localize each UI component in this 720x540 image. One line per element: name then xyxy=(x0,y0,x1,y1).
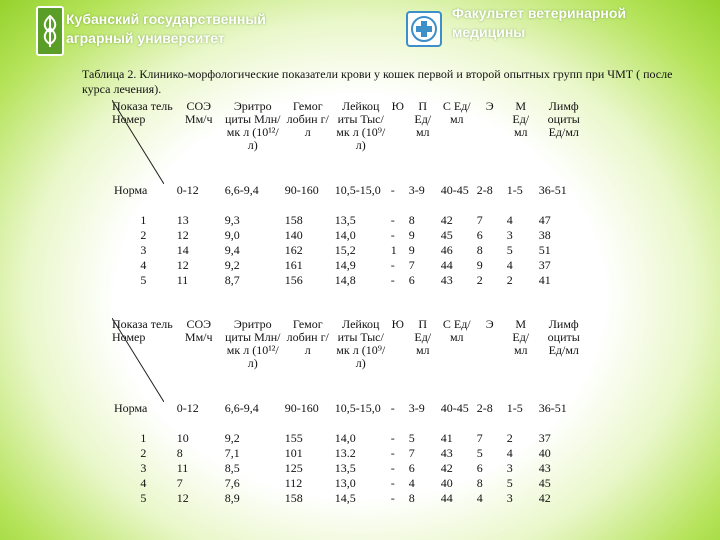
table-cell: 36-51 xyxy=(538,401,567,415)
table-cell: 9,4 xyxy=(224,243,240,257)
table-cell: - xyxy=(390,461,395,475)
table-cell: 101 xyxy=(284,446,303,460)
table-cell: 13,5 xyxy=(334,213,356,227)
table-cell: 4 xyxy=(506,258,513,272)
table-cell: 9 xyxy=(408,243,415,257)
table-cell: 158 xyxy=(284,491,303,505)
table-cell: - xyxy=(390,491,395,505)
table-cell: 5 xyxy=(408,431,415,445)
table-cell: 112 xyxy=(284,476,303,490)
table-cell: 4 xyxy=(408,476,415,490)
table-cell: 45 xyxy=(440,228,453,242)
table-cell: 6 xyxy=(408,273,415,287)
table-cell: 10 xyxy=(176,431,189,445)
table-cell: - xyxy=(390,401,395,415)
column-header: Э xyxy=(485,99,494,113)
table-cell: 9 xyxy=(408,228,415,242)
column-header: Ю xyxy=(391,99,404,113)
row-number: 1 xyxy=(140,213,147,227)
table-cell: 45 xyxy=(538,476,551,490)
table-cell: - xyxy=(390,228,395,242)
table-cell: 90-160 xyxy=(284,401,319,415)
table-cell: 6,6-9,4 xyxy=(224,183,259,197)
corner-bottom-label: Номер xyxy=(112,112,146,126)
table-cell: - xyxy=(390,273,395,287)
table-cell: 44 xyxy=(440,258,453,272)
column-header: Лимф оциты Ед/мл xyxy=(547,99,580,139)
table-cell: 40-45 xyxy=(440,183,469,197)
corner-cell xyxy=(112,100,175,184)
column-header: Гемог лобин г/л xyxy=(286,317,329,357)
slide-header xyxy=(0,0,720,62)
table-cell: 4 xyxy=(506,213,513,227)
table-cell: 37 xyxy=(538,431,551,445)
row-number: 4 xyxy=(140,476,147,490)
table-cell: 42 xyxy=(440,461,453,475)
veterinary-cross-icon xyxy=(406,11,442,47)
table-cell: 4 xyxy=(506,446,513,460)
table-cell: 40 xyxy=(440,476,453,490)
table-cell: 5 xyxy=(506,476,513,490)
table-cell: 43 xyxy=(440,273,453,287)
table-cell: 7 xyxy=(408,258,415,272)
table-cell: 11 xyxy=(176,461,189,475)
norm-row xyxy=(112,184,591,214)
table-cell: 3-9 xyxy=(408,401,425,415)
table-cell: 38 xyxy=(538,228,551,242)
column-header: С Ед/ мл xyxy=(442,317,471,344)
column-header: Гемог лобин г/л xyxy=(286,99,329,139)
table-cell: 7,1 xyxy=(224,446,240,460)
table-cell: 12 xyxy=(176,258,189,272)
table-cell: 158 xyxy=(284,213,303,227)
table-cell: - xyxy=(390,446,395,460)
table-cell: 9,0 xyxy=(224,228,240,242)
norm-label: Норма xyxy=(114,401,148,415)
table-cell: - xyxy=(390,431,395,445)
university-name: Кубанский государственный аграрный университет xyxy=(66,11,266,46)
table-cell: 40 xyxy=(538,446,551,460)
table-cell: 9,2 xyxy=(224,431,240,445)
table-cell: 14 xyxy=(176,243,189,257)
table-cell: - xyxy=(390,258,395,272)
column-header: Э xyxy=(485,317,494,331)
table-cell: 1-5 xyxy=(506,183,523,197)
table-cell: 13 xyxy=(176,213,189,227)
table-cell: 125 xyxy=(284,461,303,475)
table-row xyxy=(112,447,591,462)
table-row xyxy=(112,259,591,274)
column-header: П Ед/ мл xyxy=(414,317,432,357)
table-cell: 14,0 xyxy=(334,431,356,445)
table-cell: 7,6 xyxy=(224,476,240,490)
table-cell: 44 xyxy=(440,491,453,505)
table-caption: Таблица 2. Клинико-морфологические показатели крови у кошек первой и второй опытных групп при ЧМТ ( после курса лечения). xyxy=(82,67,673,96)
table-cell: 47 xyxy=(538,213,551,227)
table-cell: 3-9 xyxy=(408,183,425,197)
norm-label: Норма xyxy=(114,183,148,197)
table-cell: 3 xyxy=(506,228,513,242)
table-cell: 6 xyxy=(476,228,483,242)
table-cell: 13.2 xyxy=(334,446,356,460)
table-cell: 5 xyxy=(506,243,513,257)
table-cell: 8 xyxy=(476,243,483,257)
table-cell: 8,9 xyxy=(224,491,240,505)
corner-top-label: Показа тель xyxy=(112,99,173,113)
table-cell: 7 xyxy=(476,213,483,227)
table-cell: 2 xyxy=(506,431,513,445)
table-cell: 10,5-15,0 xyxy=(334,401,381,415)
table-row xyxy=(112,477,591,492)
table-cell: 13,0 xyxy=(334,476,356,490)
table-row xyxy=(112,244,591,259)
row-number: 5 xyxy=(140,491,147,505)
table-cell: 3 xyxy=(506,491,513,505)
table-cell: 140 xyxy=(284,228,303,242)
table-cell: 42 xyxy=(538,491,551,505)
table-cell: 162 xyxy=(284,243,303,257)
table-cell: 2 xyxy=(476,273,483,287)
table-cell: 8 xyxy=(476,476,483,490)
row-number: 3 xyxy=(140,461,147,475)
column-header: М Ед/ мл xyxy=(512,317,530,357)
table-cell: 36-51 xyxy=(538,183,567,197)
table-cell: - xyxy=(390,183,395,197)
row-number: 2 xyxy=(140,228,147,242)
corner-top-label: Показа тель xyxy=(112,317,173,331)
column-header: СОЭ Мм/ч xyxy=(184,317,213,344)
table-cell: 12 xyxy=(176,228,189,242)
table-cell: - xyxy=(390,213,395,227)
row-number: 2 xyxy=(140,446,147,460)
table-cell: 90-160 xyxy=(284,183,319,197)
table-cell: 41 xyxy=(538,273,551,287)
column-header: М Ед/ мл xyxy=(512,99,530,139)
table-cell: 14,8 xyxy=(334,273,356,287)
table-cell: 0-12 xyxy=(176,401,199,415)
table-cell: 10,5-15,0 xyxy=(334,183,381,197)
table-cell: 42 xyxy=(440,213,453,227)
results-table-group-1 xyxy=(112,100,591,289)
table-cell: 40-45 xyxy=(440,401,469,415)
column-header: Лимф оциты Ед/мл xyxy=(547,317,580,357)
table-row xyxy=(112,432,591,447)
table-cell: 9,2 xyxy=(224,258,240,272)
table-cell: 12 xyxy=(176,491,189,505)
table-cell: 2 xyxy=(506,273,513,287)
table-row xyxy=(112,214,591,229)
table-cell: 9,3 xyxy=(224,213,240,227)
table-cell: 14,5 xyxy=(334,491,356,505)
table-cell: 51 xyxy=(538,243,551,257)
table-cell: 7 xyxy=(176,476,183,490)
table-cell: 7 xyxy=(476,431,483,445)
corner-cell xyxy=(112,318,175,402)
results-table-group-2 xyxy=(112,318,591,507)
table-row xyxy=(112,492,591,507)
table-cell: 43 xyxy=(440,446,453,460)
ear-of-wheat-icon xyxy=(36,6,64,56)
table-cell: 1 xyxy=(390,243,397,257)
table-cell: 161 xyxy=(284,258,303,272)
table-cell: 14,0 xyxy=(334,228,356,242)
table-cell: 7 xyxy=(408,446,415,460)
table-cell: 46 xyxy=(440,243,453,257)
table-cell: 2-8 xyxy=(476,183,493,197)
table-cell: 8 xyxy=(408,213,415,227)
table-row xyxy=(112,462,591,477)
column-header: Лейкоц иты Тыс/мк л (10⁹/л) xyxy=(336,99,386,152)
table-row xyxy=(112,274,591,289)
corner-bottom-label: Номер xyxy=(112,330,146,344)
table-cell: 156 xyxy=(284,273,303,287)
table-cell: 5 xyxy=(476,446,483,460)
table-cell: 11 xyxy=(176,273,189,287)
table-cell: 8 xyxy=(408,491,415,505)
column-header: Лейкоц иты Тыс/мк л (10⁹/л) xyxy=(336,317,386,370)
table-cell: 1-5 xyxy=(506,401,523,415)
table-cell: 15,2 xyxy=(334,243,356,257)
column-header: С Ед/ мл xyxy=(442,99,471,126)
table-cell: 3 xyxy=(506,461,513,475)
table-cell: 4 xyxy=(476,491,483,505)
row-number: 1 xyxy=(140,431,147,445)
column-header: П Ед/ мл xyxy=(414,99,432,139)
table-cell: - xyxy=(390,476,395,490)
table-cell: 8,7 xyxy=(224,273,240,287)
table-cell: 8,5 xyxy=(224,461,240,475)
column-header: Эритро циты Млн/мк л (10¹²/л) xyxy=(224,99,281,152)
table-cell: 6,6-9,4 xyxy=(224,401,259,415)
table-cell: 6 xyxy=(408,461,415,475)
row-number: 4 xyxy=(140,258,147,272)
column-header: Эритро циты Млн/мк л (10¹²/л) xyxy=(224,317,281,370)
table-cell: 43 xyxy=(538,461,551,475)
table-cell: 14,9 xyxy=(334,258,356,272)
table-cell: 0-12 xyxy=(176,183,199,197)
row-number: 3 xyxy=(140,243,147,257)
faculty-name: Факультет ветеринарной медицины xyxy=(452,5,627,40)
table-cell: 37 xyxy=(538,258,551,272)
table-cell: 8 xyxy=(176,446,183,460)
table-cell: 9 xyxy=(476,258,483,272)
table-cell: 41 xyxy=(440,431,453,445)
table-cell: 6 xyxy=(476,461,483,475)
table-cell: 2-8 xyxy=(476,401,493,415)
row-number: 5 xyxy=(140,273,147,287)
table-cell: 155 xyxy=(284,431,303,445)
norm-row xyxy=(112,402,591,432)
table-row xyxy=(112,229,591,244)
table-cell: 13,5 xyxy=(334,461,356,475)
column-header: Ю xyxy=(391,317,404,331)
column-header: СОЭ Мм/ч xyxy=(184,99,213,126)
